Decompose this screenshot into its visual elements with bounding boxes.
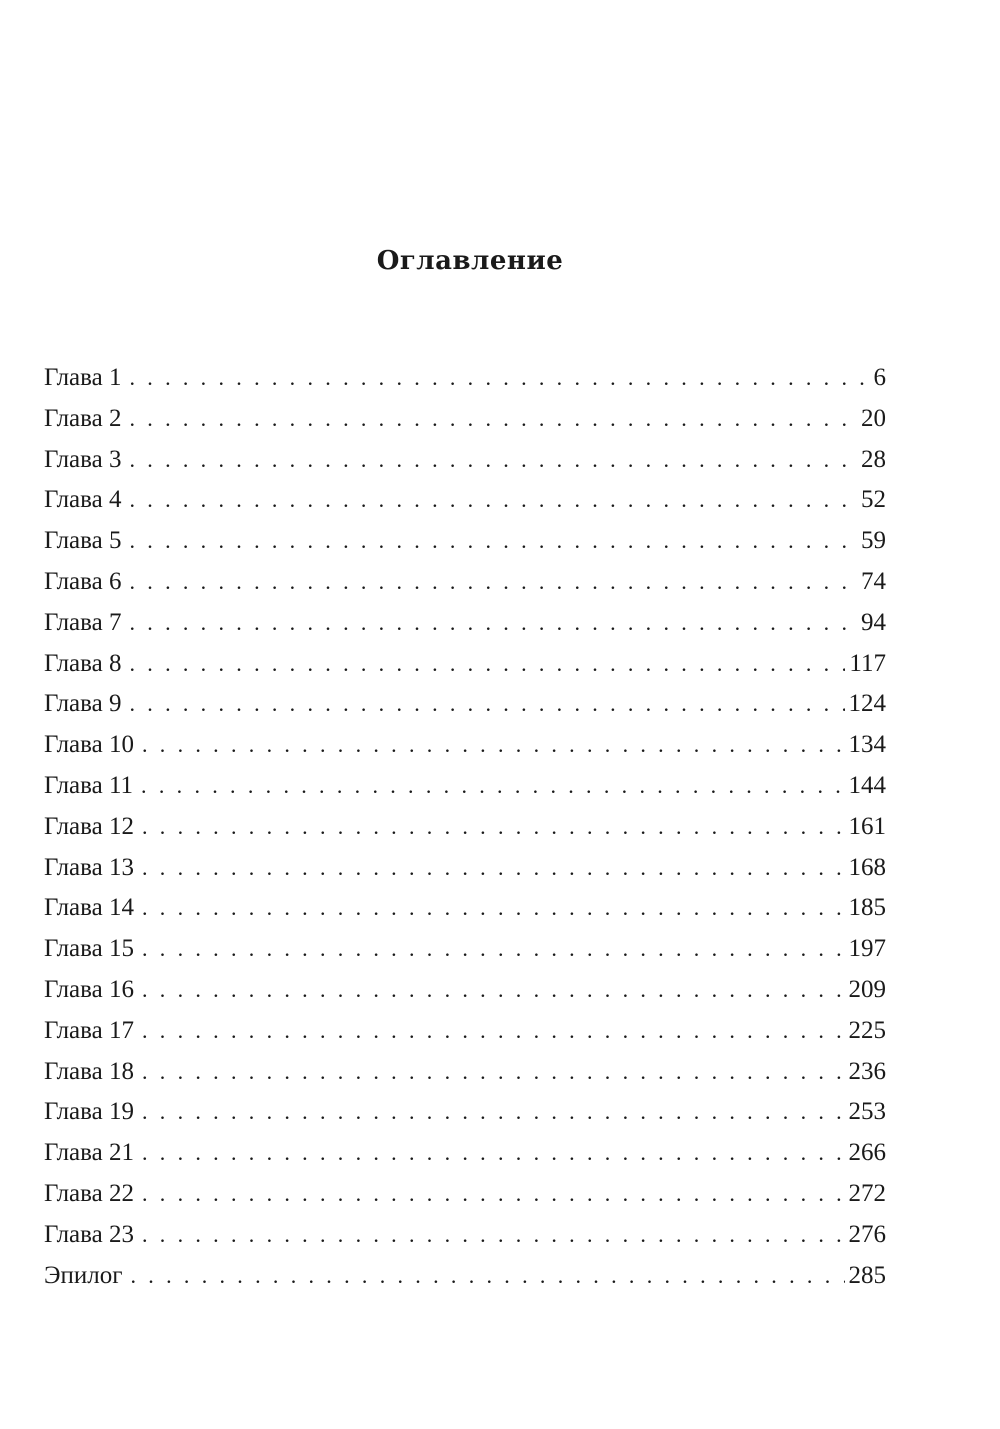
toc-dot-leader — [142, 855, 845, 881]
toc-entry — [44, 527, 886, 568]
toc-entry — [44, 731, 886, 772]
toc-entry-label: Глава 19 — [44, 1098, 134, 1126]
toc-dot-leader — [142, 814, 845, 840]
toc-entry-page-number: 272 — [848, 1179, 886, 1207]
toc-dot-leader — [142, 936, 845, 962]
toc-entry-label: Глава 15 — [44, 935, 134, 963]
toc-entry-label: Глава 13 — [44, 853, 134, 881]
toc-entry-label: Глава 10 — [44, 731, 134, 759]
toc-dot-leader — [129, 610, 857, 636]
toc-entry-page-number: 161 — [848, 812, 886, 840]
toc-dot-leader — [129, 528, 857, 554]
toc-dot-leader — [142, 1181, 845, 1207]
toc-entry — [44, 609, 886, 650]
toc-entry-page-number: 185 — [848, 894, 886, 922]
toc-entry — [44, 1098, 886, 1139]
toc-entry — [44, 690, 886, 731]
toc-dot-leader — [129, 569, 857, 595]
toc-entry — [44, 813, 886, 854]
toc-entry — [44, 650, 886, 691]
toc-dot-leader — [129, 487, 857, 513]
toc-entry — [44, 976, 886, 1017]
toc-entry — [44, 1180, 886, 1221]
toc-entry-label: Эпилог — [44, 1261, 123, 1289]
toc-entry-page-number: 144 — [848, 771, 886, 799]
toc-entry-label: Глава 21 — [44, 1139, 134, 1167]
toc-entry — [44, 486, 886, 527]
toc-entry-label: Глава 18 — [44, 1057, 134, 1085]
toc-dot-leader — [142, 1140, 845, 1166]
toc-entry-page-number: 28 — [861, 445, 886, 473]
toc-entry — [44, 1221, 886, 1262]
toc-dot-leader — [142, 732, 845, 758]
toc-entry — [44, 854, 886, 895]
toc-entry-label: Глава 1 — [44, 364, 122, 391]
toc-entry — [44, 364, 886, 405]
toc-entry-label: Глава 11 — [44, 771, 134, 799]
page-title: Оглавление — [376, 246, 564, 276]
toc-dot-leader — [141, 773, 844, 799]
toc-dot-leader — [129, 691, 844, 717]
toc-dot-leader — [129, 365, 869, 391]
toc-dot-leader — [142, 977, 845, 1003]
toc-entry-label: Глава 2 — [44, 404, 122, 432]
toc-dot-leader — [142, 1059, 845, 1085]
toc-dot-leader — [142, 1222, 845, 1248]
toc-entry-label: Глава 8 — [44, 649, 122, 677]
toc-entry-label: Глава 4 — [44, 486, 122, 514]
toc-entry-label: Глава 3 — [44, 445, 122, 473]
toc-entry-page-number: 74 — [861, 567, 886, 595]
toc-dot-leader — [142, 895, 845, 921]
toc-entry-page-number: 59 — [861, 527, 886, 555]
toc-entry-page-number: 225 — [848, 1016, 886, 1044]
toc-entry-page-number: 134 — [848, 731, 886, 759]
toc-entry-page-number: 6 — [873, 364, 886, 391]
toc-entry — [44, 1139, 886, 1180]
toc-entry-page-number: 168 — [848, 853, 886, 881]
toc-entry-page-number: 276 — [848, 1220, 886, 1248]
toc-dot-leader — [129, 651, 845, 677]
toc-entry-label: Глава 9 — [44, 690, 122, 718]
toc-entry — [44, 446, 886, 487]
toc-dot-leader — [142, 1099, 845, 1125]
toc-entry-page-number: 20 — [861, 404, 886, 432]
toc-entry-page-number: 94 — [861, 608, 886, 636]
toc-entry — [44, 568, 886, 609]
toc-entry-page-number: 117 — [849, 649, 886, 677]
toc-dot-leader — [129, 406, 857, 432]
toc-entry-label: Глава 6 — [44, 567, 122, 595]
toc-entry — [44, 1262, 886, 1303]
toc-entry-page-number: 236 — [848, 1057, 886, 1085]
toc-entry-label: Глава 5 — [44, 527, 122, 555]
toc-entry-label: Глава 14 — [44, 894, 134, 922]
toc-entry-page-number: 52 — [861, 486, 886, 514]
toc-entry-page-number: 209 — [848, 975, 886, 1003]
toc-entry-label: Глава 12 — [44, 812, 134, 840]
toc-dot-leader — [142, 1018, 845, 1044]
toc-entry — [44, 405, 886, 446]
toc-entry — [44, 894, 886, 935]
toc-entry-page-number: 197 — [848, 935, 886, 963]
toc-entry — [44, 935, 886, 976]
toc-entry-label: Глава 23 — [44, 1220, 134, 1248]
toc-entry — [44, 772, 886, 813]
toc-entry-label: Глава 22 — [44, 1179, 134, 1207]
toc-entry-label: Глава 7 — [44, 608, 122, 636]
toc-entry-label: Глава 16 — [44, 975, 134, 1003]
toc-entry-page-number: 285 — [848, 1261, 886, 1289]
toc-dot-leader — [131, 1263, 845, 1289]
table-of-contents — [44, 364, 886, 1302]
toc-entry — [44, 1058, 886, 1099]
toc-entry-page-number: 253 — [848, 1098, 886, 1126]
toc-entry-label: Глава 17 — [44, 1016, 134, 1044]
toc-dot-leader — [129, 447, 857, 473]
toc-entry-page-number: 124 — [848, 690, 886, 718]
toc-entry-page-number: 266 — [848, 1139, 886, 1167]
toc-entry — [44, 1017, 886, 1058]
